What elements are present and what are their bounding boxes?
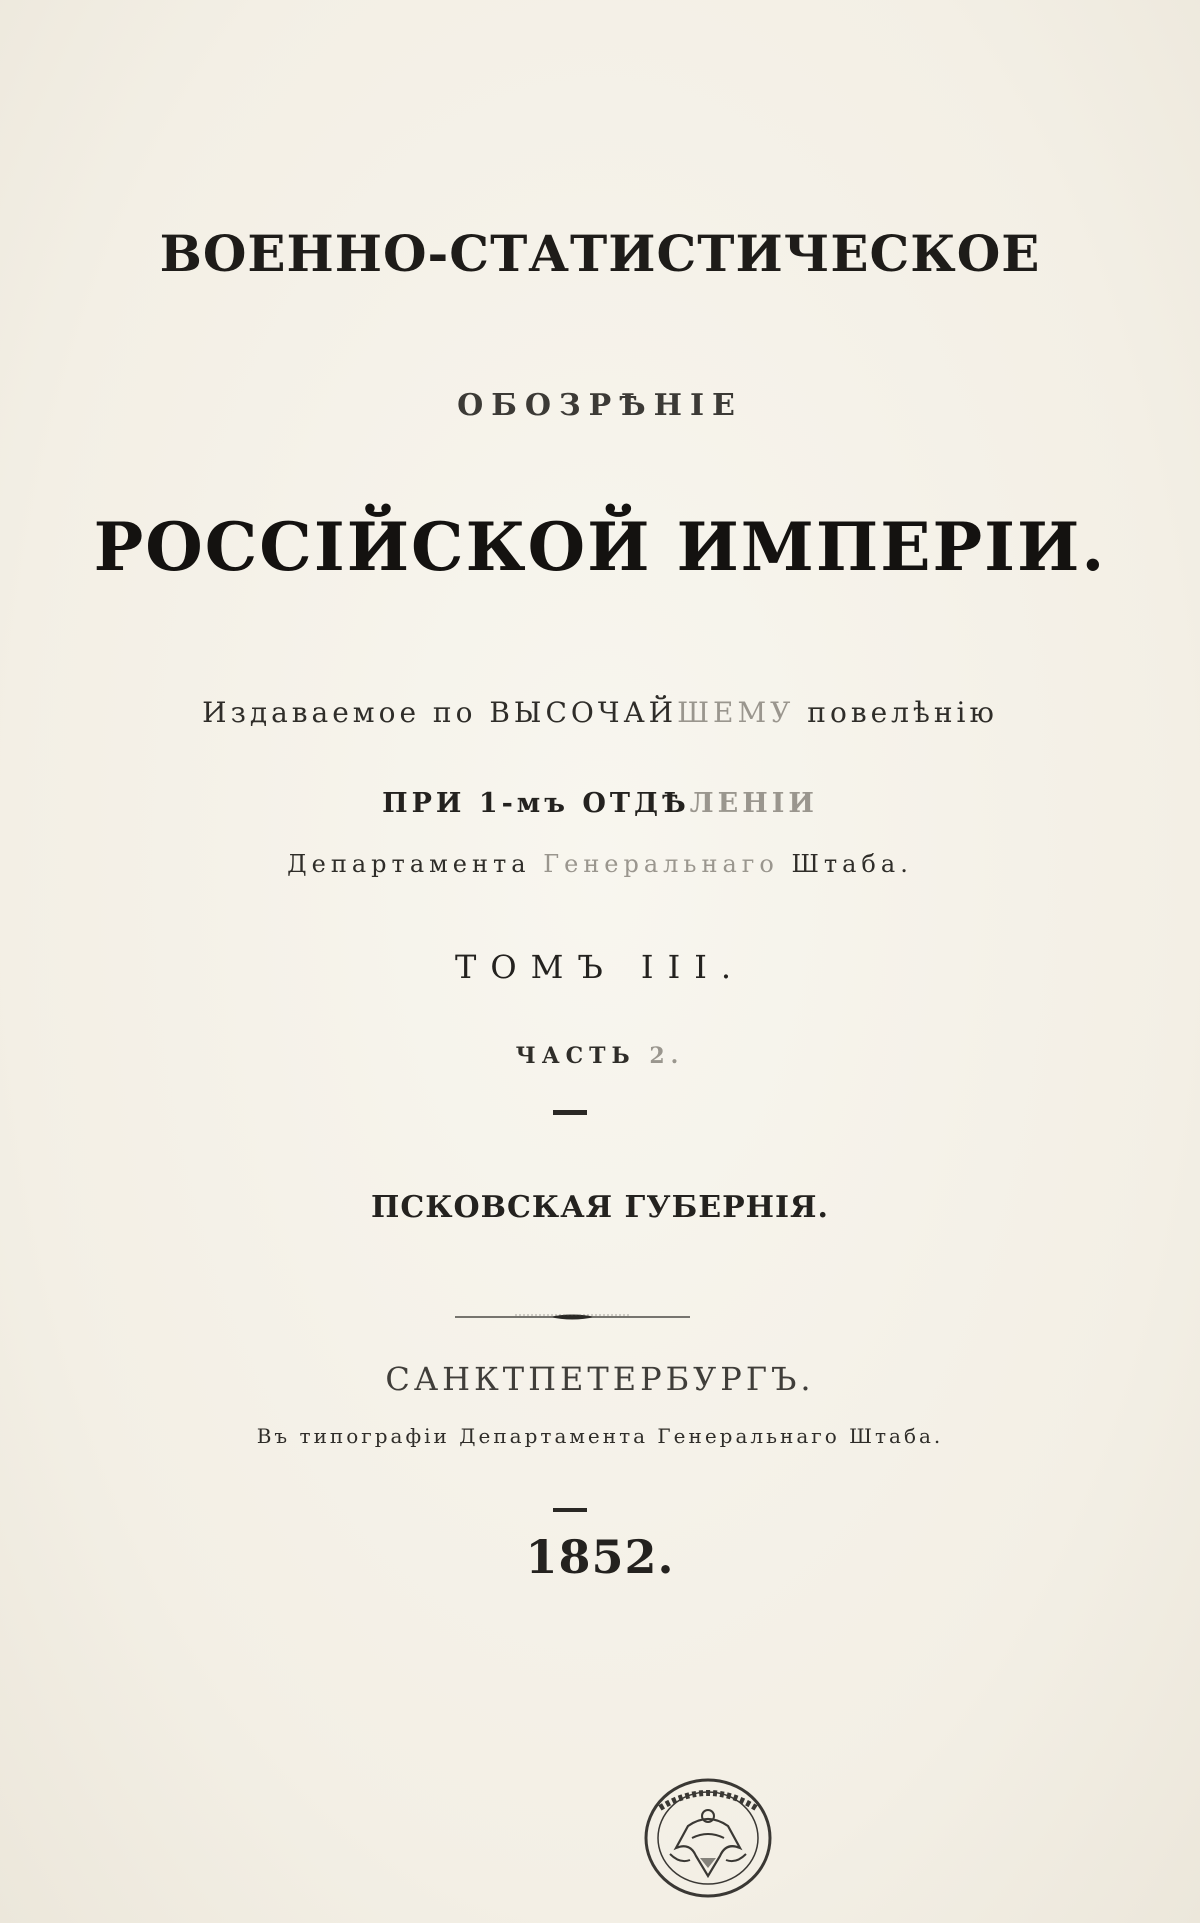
department-line [0,788,1200,819]
department-line-part-2: ЛЕНІИ [689,788,818,819]
city-line: САНКТПЕТЕРБУРГЪ. [385,1360,815,1398]
divider-rule-2 [553,1508,587,1512]
title-line-1: ВОЕННО-СТАТИСТИЧЕСКОЕ [159,224,1041,283]
part-label-text: ЧАСТЬ [515,1043,650,1069]
staff-line-part-3: Штаба. [778,850,913,878]
title-line-2: ОБОЗРѢНІЕ [457,388,743,423]
part-label-number: 2. [649,1043,685,1069]
printer-line: Въ типографіи Департамента Генеральнаго Штаба. [256,1424,944,1448]
imperial-eagle-library-stamp-icon [630,1768,790,1908]
part-label [0,1043,1200,1069]
publisher-line [0,696,1200,729]
year-label: 1852. [525,1530,675,1584]
divider-rule-1 [553,1110,587,1115]
publisher-line-part-1: Издаваемое по ВЫСОЧАЙ [202,696,678,729]
staff-line [0,850,1200,878]
department-line-part-1: ПРИ 1-мъ ОТДѢ [382,788,690,819]
volume-label: ТОМЪ III. [454,948,746,986]
staff-line-part-2: Генеральнаго [543,850,779,878]
publisher-line-part-2: ШЕМУ [677,696,795,729]
staff-line-part-1: Департамента [287,850,544,878]
publisher-line-part-3: повелѣнію [794,696,998,729]
province-title: ПСКОВСКАЯ ГУБЕРНІЯ. [371,1190,829,1225]
title-line-3: РОССІЙСКОЙ ИМПЕРІИ. [93,508,1107,586]
decorative-divider-icon [455,1313,690,1321]
